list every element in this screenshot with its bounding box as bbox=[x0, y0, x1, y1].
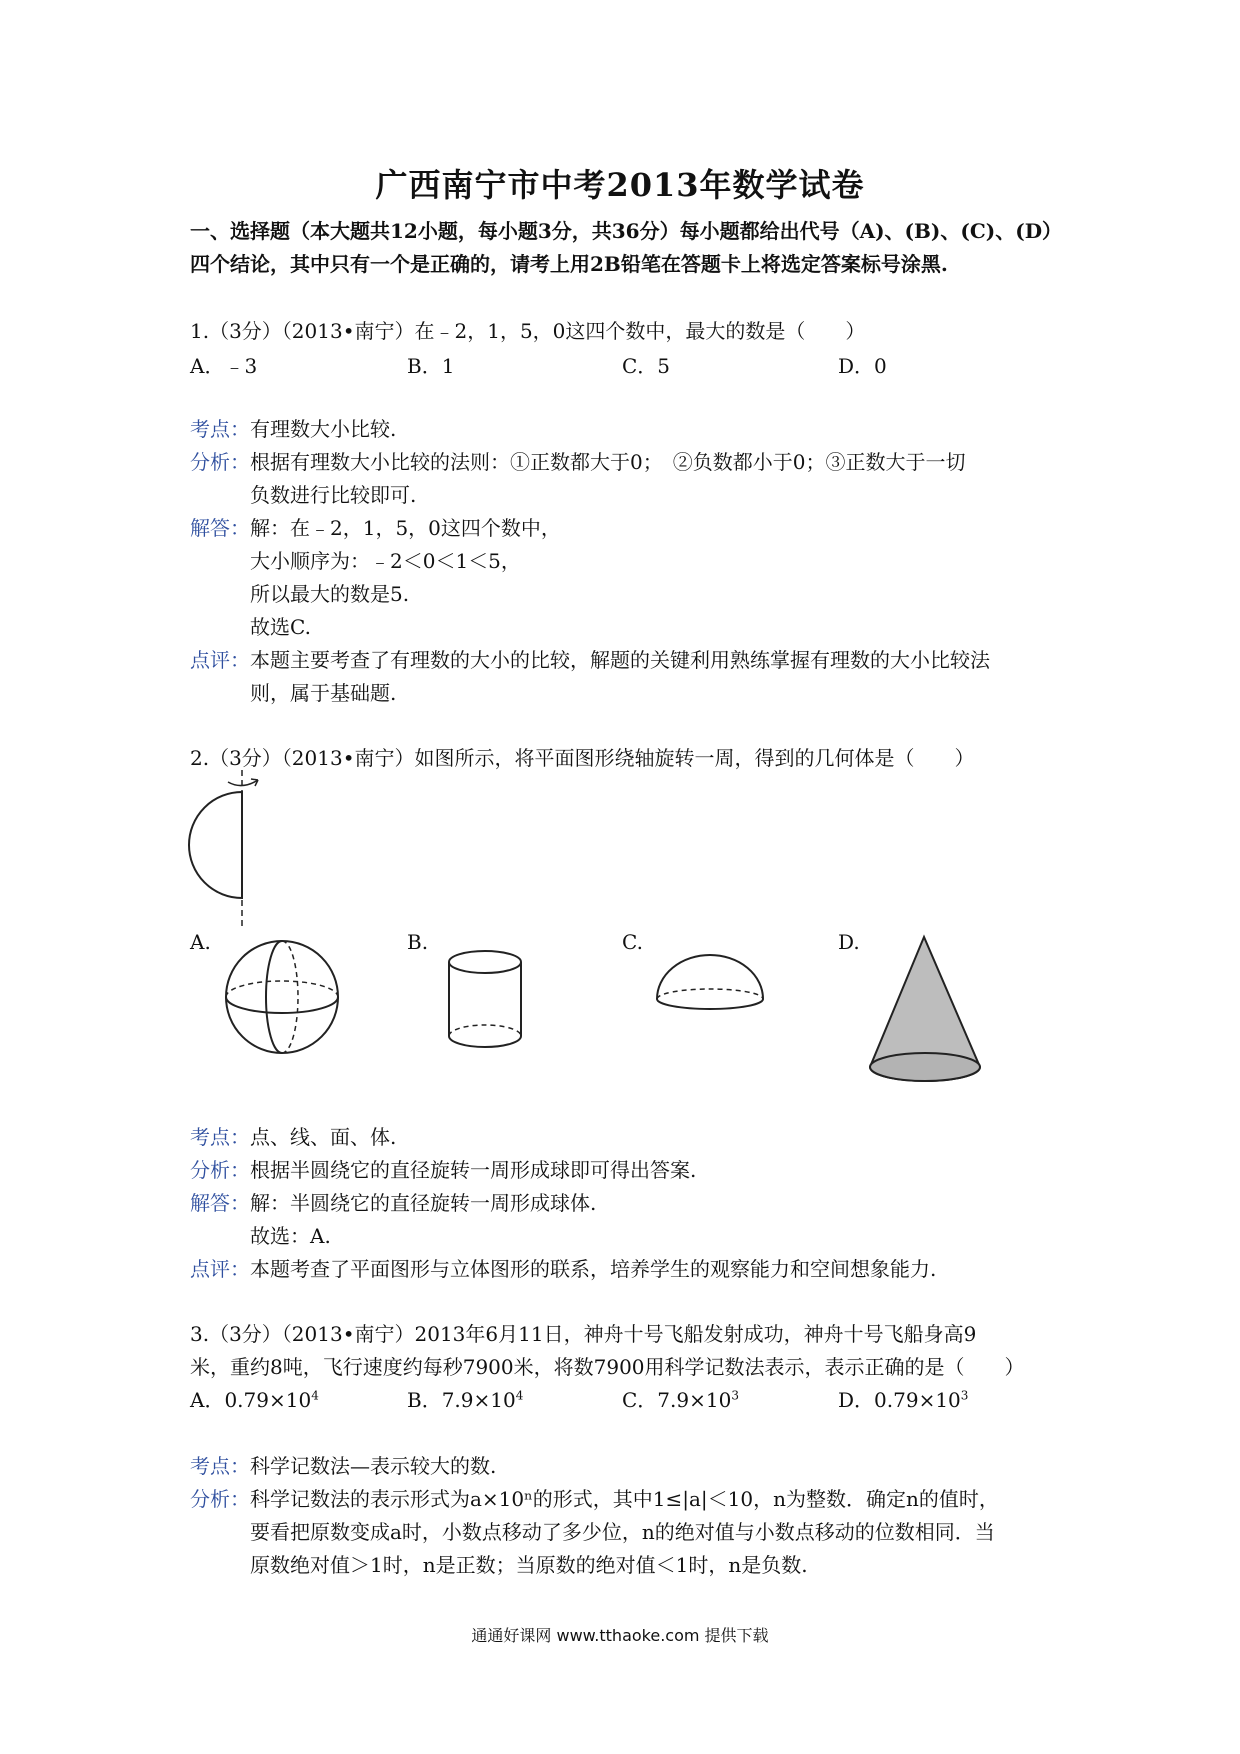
fenxi-label: 分析： bbox=[190, 1487, 250, 1511]
q2-dianping: 本题考查了平面图形与立体图形的联系，培养学生的观察能力和空间想象能力. bbox=[250, 1257, 937, 1281]
q1-stem: 1.（3分）（2013•南宁）在﹣2，1，5，0这四个数中，最大的数是（ ） bbox=[190, 319, 866, 343]
jieda-label: 解答： bbox=[190, 1191, 250, 1215]
q1-option-c: C．5 bbox=[622, 354, 671, 378]
section-header: 一、选择题（本大题共12小题，每小题3分，共36分）每小题都给出代号（A)、(B)、(C)、(D）四个结论，其中只有一个是正确的，请考上用2B铅笔在答题卡上将选定答案标号涂黑. bbox=[190, 219, 1063, 276]
kaodian-label: 考点： bbox=[190, 417, 250, 441]
q2-option-b: B. bbox=[407, 930, 429, 954]
fenxi-label: 分析： bbox=[190, 1158, 250, 1182]
q1-option-d: D．0 bbox=[838, 354, 887, 378]
kaodian-label: 考点： bbox=[190, 1454, 250, 1478]
hemisphere-figure bbox=[655, 955, 765, 1015]
q2-kaodian: 点、线、面、体. bbox=[250, 1125, 397, 1149]
q1-option-b: B．1 bbox=[407, 354, 455, 378]
q1-fenxi-line: 根据有理数大小比较的法则：①正数都大于0； ②负数都小于0；③正数大于一切 bbox=[250, 450, 966, 474]
q2-jieda-line: 故选：A. bbox=[250, 1224, 331, 1248]
dianping-label: 点评： bbox=[190, 648, 250, 672]
semicircle-rotation-figure bbox=[180, 770, 270, 930]
q2-jieda-line: 解：半圆绕它的直径旋转一周形成球体. bbox=[250, 1191, 597, 1215]
q2-option-d: D. bbox=[838, 930, 860, 954]
q1-kaodian: 有理数大小比较. bbox=[250, 417, 397, 441]
q3-option-c: C．$7.9\times 10^3$ bbox=[622, 1388, 739, 1412]
q3-stem-line: 3.（3分）（2013•南宁）2013年6月11日，神舟十号飞船发射成功，神舟十号飞船身高9 bbox=[190, 1322, 977, 1346]
sphere-figure bbox=[225, 940, 345, 1058]
cylinder-figure bbox=[447, 950, 527, 1050]
q3-kaodian: 科学记数法—表示较大的数. bbox=[250, 1454, 497, 1478]
q3-fenxi-line: 要看把原数变成a时，小数点移动了多少位，n的绝对值与小数点移动的位数相同．当 bbox=[250, 1520, 995, 1544]
q1-option-a: A．﹣3 bbox=[190, 354, 258, 378]
q3-option-a: A．$0.79\times 10^4$ bbox=[190, 1388, 319, 1412]
fenxi-label: 分析： bbox=[190, 450, 250, 474]
cone-figure bbox=[868, 935, 988, 1085]
q1-analysis bbox=[190, 413, 1070, 710]
q2-stem: 2.（3分）（2013•南宁）如图所示，将平面图形绕轴旋转一周，得到的几何体是（ ） bbox=[190, 746, 975, 770]
page-footer: 通通好课网 www.tthaoke.com 提供下载 bbox=[471, 1626, 769, 1645]
q1-dianping-line: 则，属于基础题. bbox=[250, 681, 397, 705]
q1-fenxi-line: 负数进行比较即可. bbox=[250, 483, 417, 507]
q3-fenxi-line: 科学记数法的表示形式为a×10ⁿ的形式，其中1≤|a|＜10，n为整数．确定n的值时， bbox=[250, 1487, 999, 1511]
q3-analysis bbox=[190, 1450, 1070, 1582]
dianping-label: 点评： bbox=[190, 1257, 250, 1281]
q2-option-a: A. bbox=[190, 930, 211, 954]
q1-jieda-line: 解：在﹣2，1，5，0这四个数中， bbox=[250, 516, 561, 540]
q2-analysis bbox=[190, 1121, 1070, 1286]
page-title: 广西南宁市中考2013年数学试卷 bbox=[375, 166, 865, 204]
q2-fenxi: 根据半圆绕它的直径旋转一周形成球即可得出答案. bbox=[250, 1158, 697, 1182]
q3-fenxi-line: 原数绝对值＞1时，n是正数；当原数的绝对值＜1时，n是负数. bbox=[250, 1553, 808, 1577]
q3-option-d: D．$0.79\times 10^3$ bbox=[838, 1388, 969, 1412]
q1-dianping-line: 本题主要考查了有理数的大小的比较，解题的关键利用熟练掌握有理数的大小比较法 bbox=[250, 648, 990, 672]
q1-jieda-line: 故选C. bbox=[250, 615, 311, 639]
q3-option-b: B．$7.9\times 10^4$ bbox=[407, 1388, 524, 1412]
q2-option-c: C. bbox=[622, 930, 643, 954]
q1-jieda-line: 大小顺序为：﹣2＜0＜1＜5， bbox=[250, 549, 521, 573]
kaodian-label: 考点： bbox=[190, 1125, 250, 1149]
jieda-label: 解答： bbox=[190, 516, 250, 540]
q1-jieda-line: 所以最大的数是5. bbox=[250, 582, 410, 606]
q3-stem-line: 米，重约8吨，飞行速度约每秒7900米，将数7900用科学记数法表示，表示正确的是（ ） bbox=[190, 1355, 1025, 1379]
